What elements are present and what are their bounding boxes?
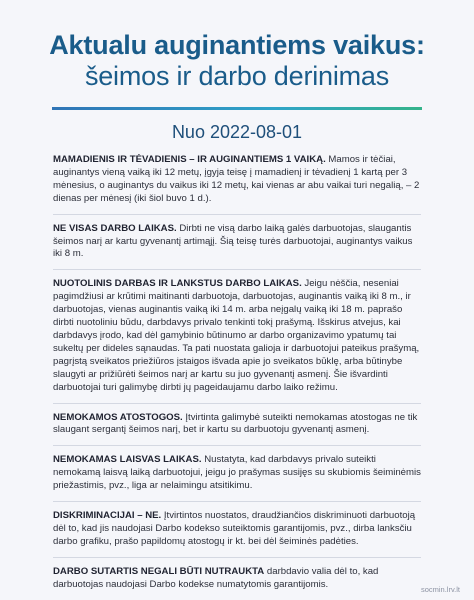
page-title	[0, 30, 474, 92]
section-text: darbdavio valia dėl to, kad darbuotojas naudojasi Darbo kodekse numatytomis garantijomis.	[53, 565, 379, 590]
effective-date: Nuo 2022-08-01	[171, 122, 303, 142]
section-diskriminacijai-ne	[53, 502, 421, 558]
section-nemokamos-atostogos	[53, 404, 421, 447]
section-text: Įtvirtinta galimybė suteikti nemokamas atostogas ne tik slaugant sergantį šeimos narį, bet ir kartu su darbuotoju gyvenantį asmenį.	[53, 411, 418, 436]
section-ne-visas-darbo-laikas	[53, 215, 421, 271]
section-text: Jeigu nėščia, neseniai pagimdžiusi ar krūtimi maitinanti darbuotoja, darbuotojas, auginantis vaiką iki 8 m., ir darbuotojas, vienas auginantis vaiką iki 14 m. arba neįgalų vaiką iki 18 m. paprašo dirbti nuotoliniu būdu, darbdavys privalo tenkinti tokį prašymą. Išskirus atvejus, kai darbdavys įrodo, kad dėl gamybinio būtinumo ar darbo organizavimo ypatumų tai sukeltų per dideles sąnaudas. Ta pati nuostata galioja ir darbuotojui pateikus prašymą, pagrįstą sveikatos priežiūros įstaigos išvada apie jo sveikatos būklę, arba būtinybe slaugyti ar prižiūrėti šeimos narį ar kartu su juo gyvenantį asmenį. Šie išvardinti darbuotojai turi galimybę dirbti jų pageidaujamu darbo laiko režimu.	[53, 278, 420, 393]
section-nuotolinis-darbas	[53, 270, 421, 403]
section-heading: MAMADIENIS IR TĖVADIENIS – IR AUGINANTIEMS 1 VAIKĄ.	[53, 154, 326, 165]
section-heading: DARBO SUTARTIS NEGALI BŪTI NUTRAUKTA	[53, 565, 265, 577]
section-text: Nustatyta, kad darbdavys privalo suteikti nemokamą laisvą laiką darbuotojui, jeigu jo prašymas susijęs su skubiomis šeiminėmis priežastimis, pvz., liga ar nelaimingu atsitikimu.	[53, 454, 421, 492]
section-text: Mamos ir tėčiai, auginantys vieną vaiką iki 12 metų, įgyja teisę į mamadienį ir tėvadienį 1 kartą per 3 mėnesius, o auginantys du vaikus iki 12 metų, kai vienas ar abu vaikai turi negalią, – 2 dienas per mėnesį (iki šiol buvo 1 d.).	[53, 154, 420, 204]
section-heading: NE VISAS DARBO LAIKAS.	[53, 222, 177, 234]
section-nemokamas-laisvas-laikas	[53, 446, 421, 502]
section-heading: NEMOKAMAS LAISVAS LAIKAS.	[53, 454, 202, 466]
section-darbo-sutartis	[53, 558, 421, 600]
section-heading: DISKRIMINACIJAI – NE.	[53, 510, 162, 522]
section-text: Įtvirtintos nuostatos, draudžiančios diskriminuoti darbuotoją dėl to, kad jis naudojasi Darbo kodekso suteiktomis garantijomis, pvz., dirba lanksčiu darbo grafiku, prašo papildomų atostogų ir kt. bei dėl šeiminės padėties.	[53, 510, 416, 547]
gradient-divider	[52, 107, 422, 110]
sections-list	[53, 150, 421, 600]
section-heading: NUOTOLINIS DARBAS IR LANKSTUS DARBO LAIKAS.	[53, 278, 302, 290]
section-heading: NEMOKAMOS ATOSTOGOS.	[53, 411, 183, 423]
footer-url: socmin.lrv.lt	[420, 585, 460, 594]
section-mamadienis	[53, 150, 421, 215]
section-text: Dirbti ne visą darbo laiką galės darbuotojas, slaugantis šeimos narį ar kartu gyvenantį artimąjį. Šią teisę turės darbuotojai, auginantys vaikus iki 8 m.	[53, 222, 413, 260]
title-line-2: šeimos ir darbo derinimas	[84, 61, 390, 91]
title-line-1: Aktualu auginantiems vaikus:	[49, 30, 425, 60]
